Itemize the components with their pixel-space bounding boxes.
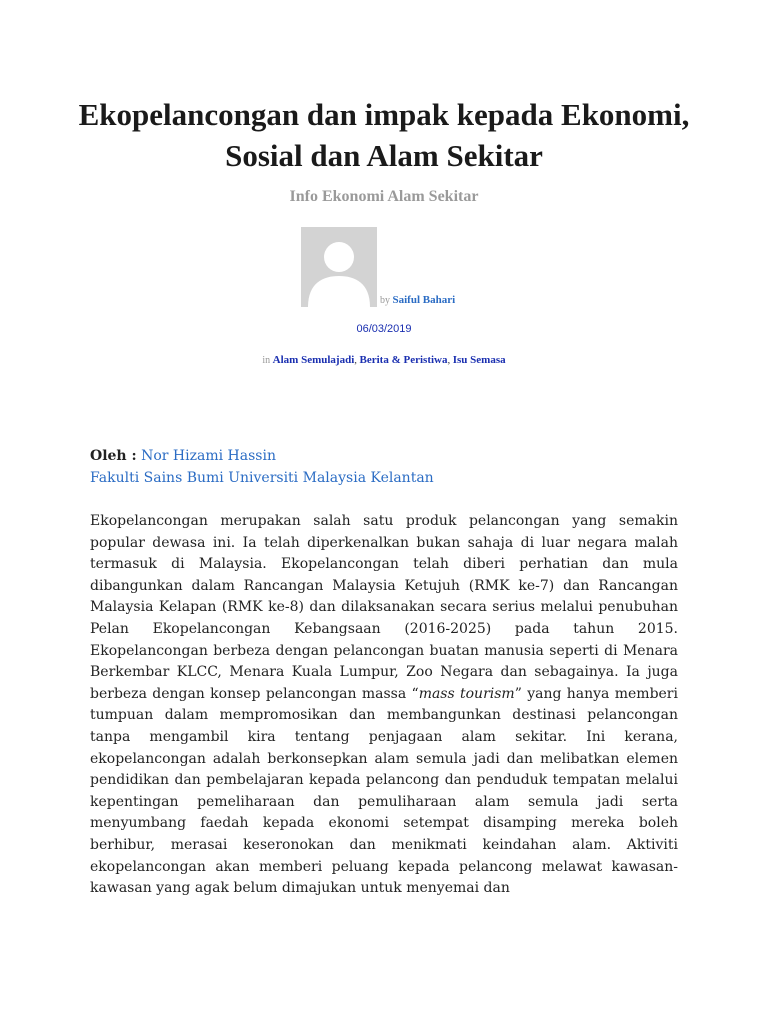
author-link[interactable]: Saiful Bahari: [392, 294, 456, 306]
article-subtitle: Info Ekonomi Alam Sekitar: [289, 188, 479, 205]
byline: [380, 294, 455, 306]
credit-line-author: [90, 445, 434, 467]
credit-label: Oleh :: [90, 448, 137, 464]
category-link-berita-peristiwa[interactable]: Berita & Peristiwa: [359, 354, 448, 366]
author-avatar[interactable]: [301, 227, 377, 307]
paragraph-emphasis: mass tourism: [418, 685, 515, 702]
category-list: [0, 354, 768, 366]
default-user-icon: [301, 227, 377, 307]
article-paragraph: [90, 511, 678, 900]
credit-faculty: Fakulti Sains Bumi Universiti Malaysia Kelantan: [90, 470, 434, 486]
credit-author-name: Nor Hizami Hassin: [141, 448, 276, 464]
category-separator: ,: [354, 354, 358, 366]
post-date[interactable]: 06/03/2019: [356, 323, 412, 335]
in-prefix: in: [262, 355, 271, 366]
article-title: Ekopelancongan dan impak kepada Ekonomi, Sosial dan Alam Sekitar: [78, 97, 690, 173]
by-prefix: by: [380, 295, 390, 306]
author-credits: [90, 445, 434, 489]
category-link-isu-semasa[interactable]: Isu Semasa: [452, 354, 506, 366]
category-link-alam-semulajadi[interactable]: Alam Semulajadi: [272, 354, 355, 366]
category-separator: ,: [447, 354, 451, 366]
paragraph-text-part2: ” yang hanya memberi tumpuan dalam mempromosikan dan membangunkan destinasi pelancongan tanpa mengambil kira tentang penjagaan alam sekitar. Ini kerana, ekopelancongan adalah berkonsepkan alam semula jadi dan melibatkan elemen pendidikan dan pembelajaran kepada pelancong dan penduduk tempatan melalui kepentingan pemeliharaan dan pemuliharaan alam semula jadi serta menyumbang faedah kepada ekonomi setempat disamping mereka boleh berhibur, merasai keseronokan dan menikmati keindahan alam. Aktiviti ekopelancongan akan memberi peluang kepada pelancong melawat kawasan-kawasan yang agak belum dimajukan untuk menyemai dan: [90, 685, 678, 897]
paragraph-text-part1: Ekopelancongan merupakan salah satu produk pelancongan yang semakin popular dewasa ini. Ia telah diperkenalkan bukan sahaja di luar negara malah termasuk di Malaysia. Ekopelancongan telah diberi perhatian dan mula dibangunkan dalam Rancangan Malaysia Ketujuh (RMK ke-7) dan Rancangan Malaysia Kelapan (RMK ke-8) dan dilaksanakan secara serius melalui penubuhan Pelan Ekopelancongan Kebangsaan (2016-2025) pada tahun 2015. Ekopelancongan berbeza dengan pelancongan buatan manusia seperti di Menara Berkembar KLCC, Menara Kuala Lumpur, Zoo Negara dan sebagainya. Ia juga berbeza dengan konsep pelancongan massa “: [90, 513, 678, 702]
